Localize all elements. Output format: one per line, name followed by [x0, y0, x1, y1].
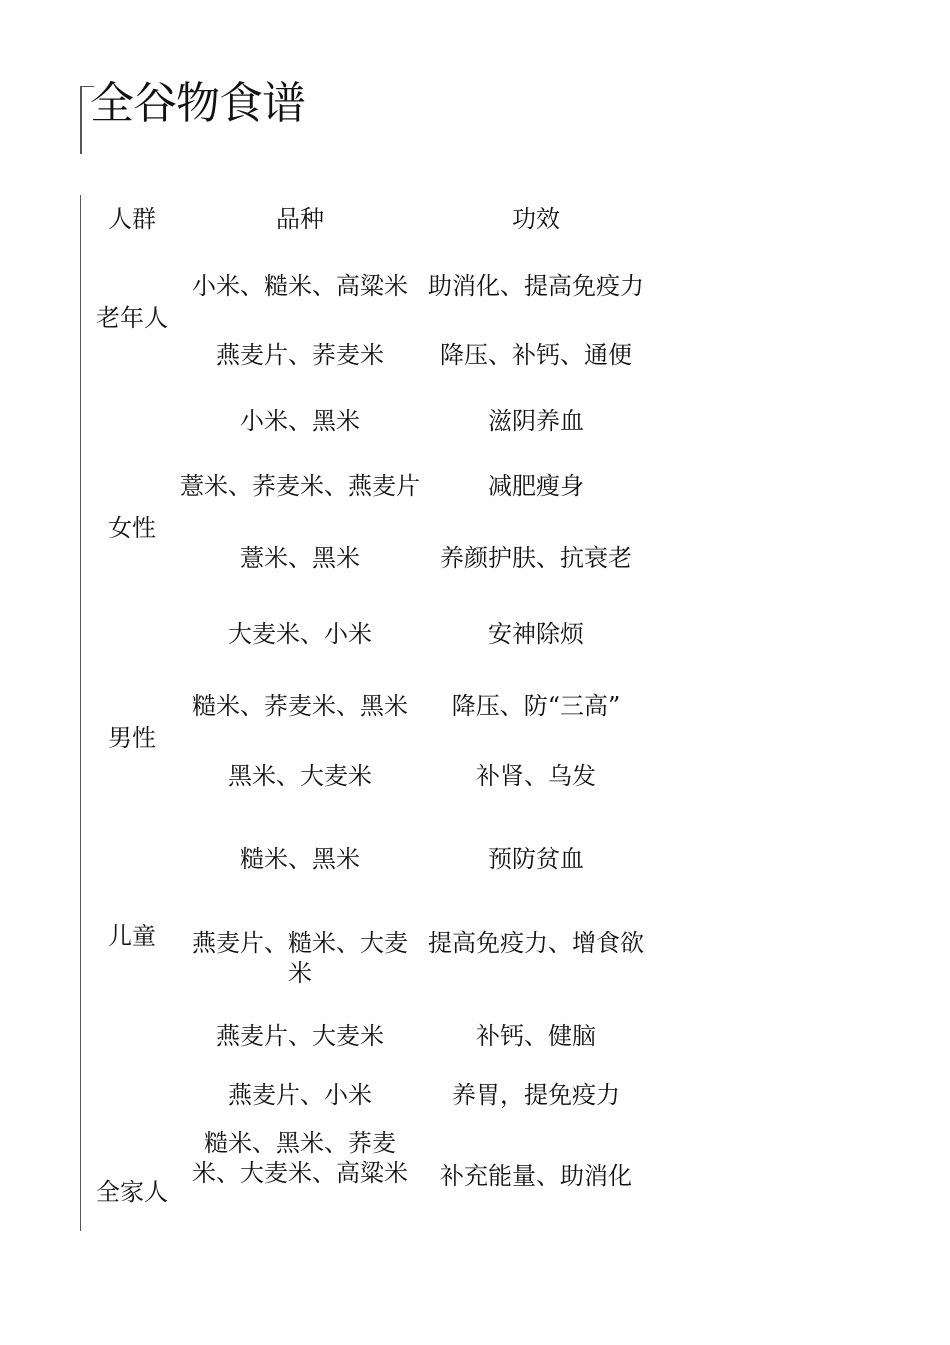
row-kind: 燕麦片、荞麦米 — [216, 341, 384, 369]
group-label-elderly: 老年人 — [96, 304, 168, 332]
row-effect: 滋阴养血 — [488, 407, 584, 435]
group-label-family: 全家人 — [96, 1178, 168, 1206]
row-kind: 燕麦片、小米 — [228, 1081, 372, 1109]
group-label-men: 男性 — [108, 724, 156, 752]
table-left-rule — [80, 195, 81, 1231]
row-effect: 补充能量、助消化 — [440, 1162, 632, 1190]
row-kind: 燕麦片、大麦米 — [216, 1022, 384, 1050]
row-effect: 减肥瘦身 — [488, 472, 584, 500]
row-kind: 小米、黑米 — [240, 407, 360, 435]
header-kind: 品种 — [276, 205, 324, 233]
row-effect: 降压、补钙、通便 — [440, 341, 632, 369]
row-effect: 补肾、乌发 — [476, 762, 596, 790]
row-kind: 大麦米、小米 — [228, 620, 372, 648]
row-kind: 薏米、黑米 — [240, 544, 360, 572]
row-kind: 薏米、荞麦米、燕麦片 — [180, 472, 420, 500]
row-kind: 燕麦片、糙米、大麦米 — [192, 929, 408, 987]
row-effect: 降压、防“三高” — [451, 692, 621, 720]
row-effect: 预防贫血 — [488, 845, 584, 873]
group-label-women: 女性 — [108, 514, 156, 542]
page-title: 全谷物食谱 — [90, 78, 305, 129]
row-effect: 安神除烦 — [488, 620, 584, 648]
row-kind: 糙米、荞麦米、黑米 — [192, 692, 408, 720]
row-kind: 小米、糙米、高粱米 — [192, 272, 408, 300]
row-kind: 糙米、黑米、荞麦米、大麦米、高粱米 — [192, 1129, 408, 1187]
row-effect: 养胃，提免疫力 — [452, 1081, 620, 1109]
row-effect: 补钙、健脑 — [476, 1022, 596, 1050]
group-label-children: 儿童 — [108, 922, 156, 950]
row-kind: 黑米、大麦米 — [228, 762, 372, 790]
row-effect: 养颜护肤、抗衰老 — [440, 544, 632, 572]
row-effect: 提高免疫力、增食欲 — [428, 929, 644, 957]
row-kind: 糙米、黑米 — [240, 845, 360, 873]
row-effect: 助消化、提高免疫力 — [428, 272, 644, 300]
header-effect: 功效 — [512, 205, 560, 233]
header-group: 人群 — [108, 205, 156, 233]
title-left-rule — [80, 86, 82, 154]
